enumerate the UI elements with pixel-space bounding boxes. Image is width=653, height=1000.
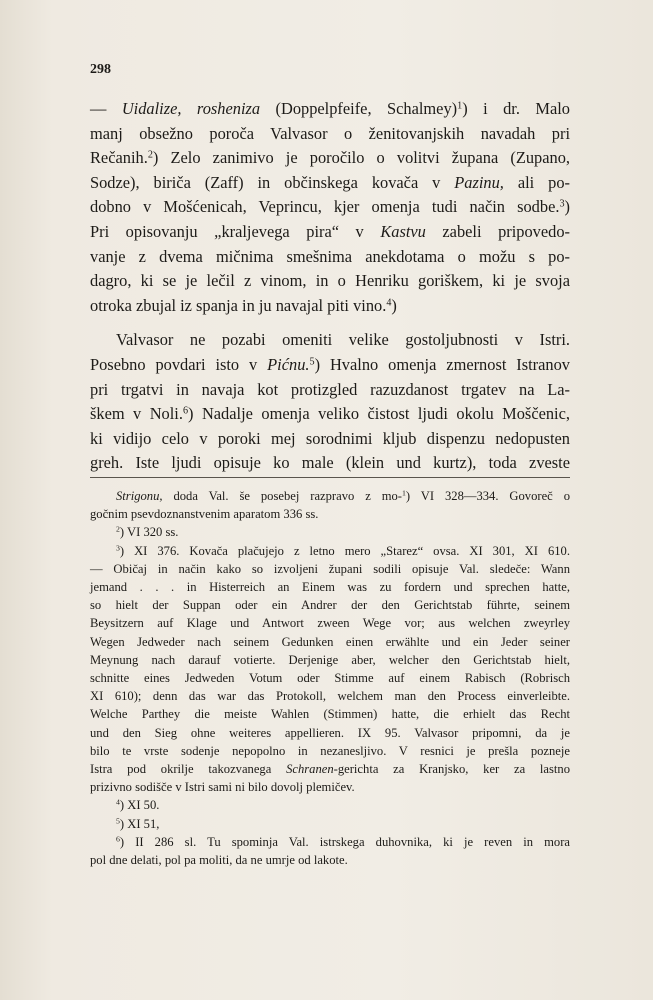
text-run: greh. Iste ljudi opisuje ko male (klein und kurtz), toda zveste <box>90 453 570 473</box>
body-line <box>90 220 570 245</box>
text-run: gočnim psevdoznanstvenim aparatom 336 ss. <box>90 507 319 522</box>
footnote-separator <box>90 477 570 478</box>
italic-run: Kastvu <box>380 221 426 241</box>
text-run: dobno v Mošćenicah, Veprincu, kjer omenja tudi način sodbe. <box>90 197 560 217</box>
footnote-line <box>90 560 570 578</box>
footnote-marker: 2 <box>147 149 153 161</box>
text-run: Wegen Jedweder nach seinem Gedunken einen erwählte und ein Jeder seiner <box>90 634 570 649</box>
footnote-line <box>90 633 570 651</box>
text-run: škem v Noli. <box>90 404 183 424</box>
body-line <box>90 328 570 353</box>
body-line <box>90 294 570 319</box>
footnote-line <box>90 614 570 632</box>
footnote-marker: 6 <box>116 834 120 844</box>
body-line <box>90 427 570 452</box>
footnote-line <box>90 724 570 742</box>
footnote-line <box>90 851 570 869</box>
text-run: schnitte eines Jedweden Votum oder Stimme auf einem Rabisch (Robrisch <box>90 671 570 686</box>
footnote-marker: 2 <box>116 525 120 535</box>
footnote-line <box>90 487 570 505</box>
body-line <box>90 122 570 147</box>
text-run: jemand . . . in Histerreich an Einem was zu fordern und sprechen hatte, <box>90 580 570 595</box>
body-line <box>90 146 570 171</box>
footnote-marker: 4 <box>386 297 392 309</box>
text-run: ) Nadalje omenja veliko čistost ljudi okolu Moščenic, <box>188 404 570 424</box>
text-run: so hielt der Suppan oder ein Andrer der den Gerichtstab führte, seinem <box>90 598 570 613</box>
footnote-line <box>90 687 570 705</box>
footnote-line <box>90 578 570 596</box>
body-line <box>90 171 570 196</box>
italic-run: Schranen <box>286 762 334 777</box>
italic-run: Pazinu, <box>454 172 504 192</box>
text-run: ) VI 320 ss. <box>119 525 179 540</box>
text-run: Welche Parthey die meiste Wahlen (Stimmen) hatte, die erhielt das Recht <box>90 707 570 722</box>
text-run: ) XI 50. <box>119 798 160 813</box>
footnote-line <box>90 542 570 560</box>
footnote-marker: 1 <box>402 488 406 498</box>
footnotes <box>90 487 570 869</box>
paragraph-gap <box>90 318 570 328</box>
text-run: bilo te vrste sodenje nepopolno in nezanesljivo. V resnici je prešla pozneje <box>90 743 570 758</box>
text-run: ali po- <box>503 172 570 192</box>
footnote-line <box>90 778 570 796</box>
text-run: Meynung nach darauf votierte. Derjenige aber, welcher den Gerichtstab hielt, <box>90 652 570 667</box>
footnote-line <box>90 815 570 833</box>
body-line <box>90 451 570 476</box>
footnote-marker: 3 <box>116 543 120 553</box>
footnote-line <box>90 760 570 778</box>
text-run: doda Val. še posebej razpravo z mo- <box>162 489 402 503</box>
body-text <box>90 97 570 476</box>
italic-run: Strigonu, <box>116 489 163 503</box>
text-run: (Doppelpfeife, Schalmey) <box>260 99 458 118</box>
footnote-line <box>90 596 570 614</box>
footnote-marker: 5 <box>116 816 120 826</box>
footnote-line <box>90 833 570 851</box>
text-run: — <box>90 99 122 118</box>
text-run: prizivno sodišče v Istri sami ni bilo dovolj plemičev. <box>90 780 355 795</box>
body-line <box>90 97 570 122</box>
text-run: — Običaj in način kako so izvoljeni župani sodili opisuje Val. sledeče: Wann <box>90 561 570 576</box>
text-run: ) Zelo zanimivo je poročilo o volitvi župana (Zupano, <box>152 148 570 168</box>
footnote-marker: 6 <box>182 405 189 417</box>
italic-run: Uidalize, rosheniza <box>121 99 261 118</box>
body-line <box>90 195 570 220</box>
body-line <box>90 269 570 294</box>
text-run: -gerichta za Kranjsko, ker za lastno <box>333 762 570 777</box>
footnote-line <box>90 742 570 760</box>
text-run: und den Sieg ohne weiteres appellieren. IX 95. Valvasor pripomni, da je <box>90 725 570 740</box>
text-run: ) XI 376. Kovača plačujejo z letno mero „Starez“ ovsa. XI 301, XI 610. <box>119 543 570 558</box>
text-run: Pri opisovanju „kraljevega pira“ v <box>90 221 381 241</box>
text-run: pri trgatvi in navaja kot protizgled razuzdanost trgatev na La- <box>90 379 570 399</box>
text-run: dagro, ki se je lečil z vinom, in o Henriku goriškem, ki je svoja <box>90 271 570 291</box>
body-line <box>90 402 570 427</box>
footnote-marker: 3 <box>559 198 565 210</box>
text-run: ) i dr. Malo <box>462 99 570 118</box>
text-run: vanje z dvema mičnima smešnima anekdotama o možu s po- <box>90 246 570 266</box>
text-run: Istra pod okrilje takozvanega <box>90 762 287 777</box>
text-run: ki vidijo celo v poroki mej sorodnimi kljub dispenzu nedopusten <box>90 428 570 448</box>
page-number: 298 <box>90 62 111 77</box>
text-run: ) II 286 sl. Tu spominja Val. istrskega duhovnika, ki je reven in mora <box>119 834 570 849</box>
text-run: Posebno povdari isto v <box>90 354 268 374</box>
text-run: manj obsežno poroča Valvasor o ženitovanjskih navadah pri <box>90 123 570 143</box>
body-line <box>90 378 570 403</box>
footnote-line <box>90 523 570 541</box>
text-run: XI 610); denn das war das Protokoll, welchem man den Process einverleibte. <box>90 689 570 704</box>
footnote-marker: 4 <box>116 798 120 808</box>
text-run: Beysitzern auf Klage und Antwort zween Wege vor; aus welchen zweyrley <box>90 616 570 631</box>
footnote-line <box>90 669 570 687</box>
text-run: ) <box>564 197 570 217</box>
text-run: ) VI 328—334. Govoreč o <box>405 489 570 503</box>
text-run: otroka zbujal iz spanja in ju navajal piti vino. <box>90 295 387 315</box>
text-run: ) Hvalno omenja zmernost Istranov <box>314 354 571 374</box>
text-run: zabeli pripovedo- <box>425 221 570 241</box>
text-run: ) <box>391 295 397 315</box>
footnote-line <box>90 505 570 523</box>
text-run: Valvasor ne pozabi omeniti velike gostoljubnosti v Istri. <box>116 330 570 350</box>
text-run: Rečanih. <box>90 148 148 168</box>
footnote-line <box>90 796 570 814</box>
text-run: Sodze), biriča (Zaff) in občinskega kovača v <box>90 172 455 192</box>
italic-run: Pićnu. <box>267 354 310 374</box>
footnote-marker: 5 <box>309 356 315 368</box>
body-line <box>90 353 570 378</box>
text-run: pol dne delati, pol pa moliti, da ne umrje od lakote. <box>90 853 348 868</box>
footnote-line <box>90 651 570 669</box>
footnote-marker: 1 <box>457 100 463 112</box>
body-line <box>90 245 570 270</box>
footnote-line <box>90 705 570 723</box>
text-run: ) XI 51, <box>119 816 160 831</box>
